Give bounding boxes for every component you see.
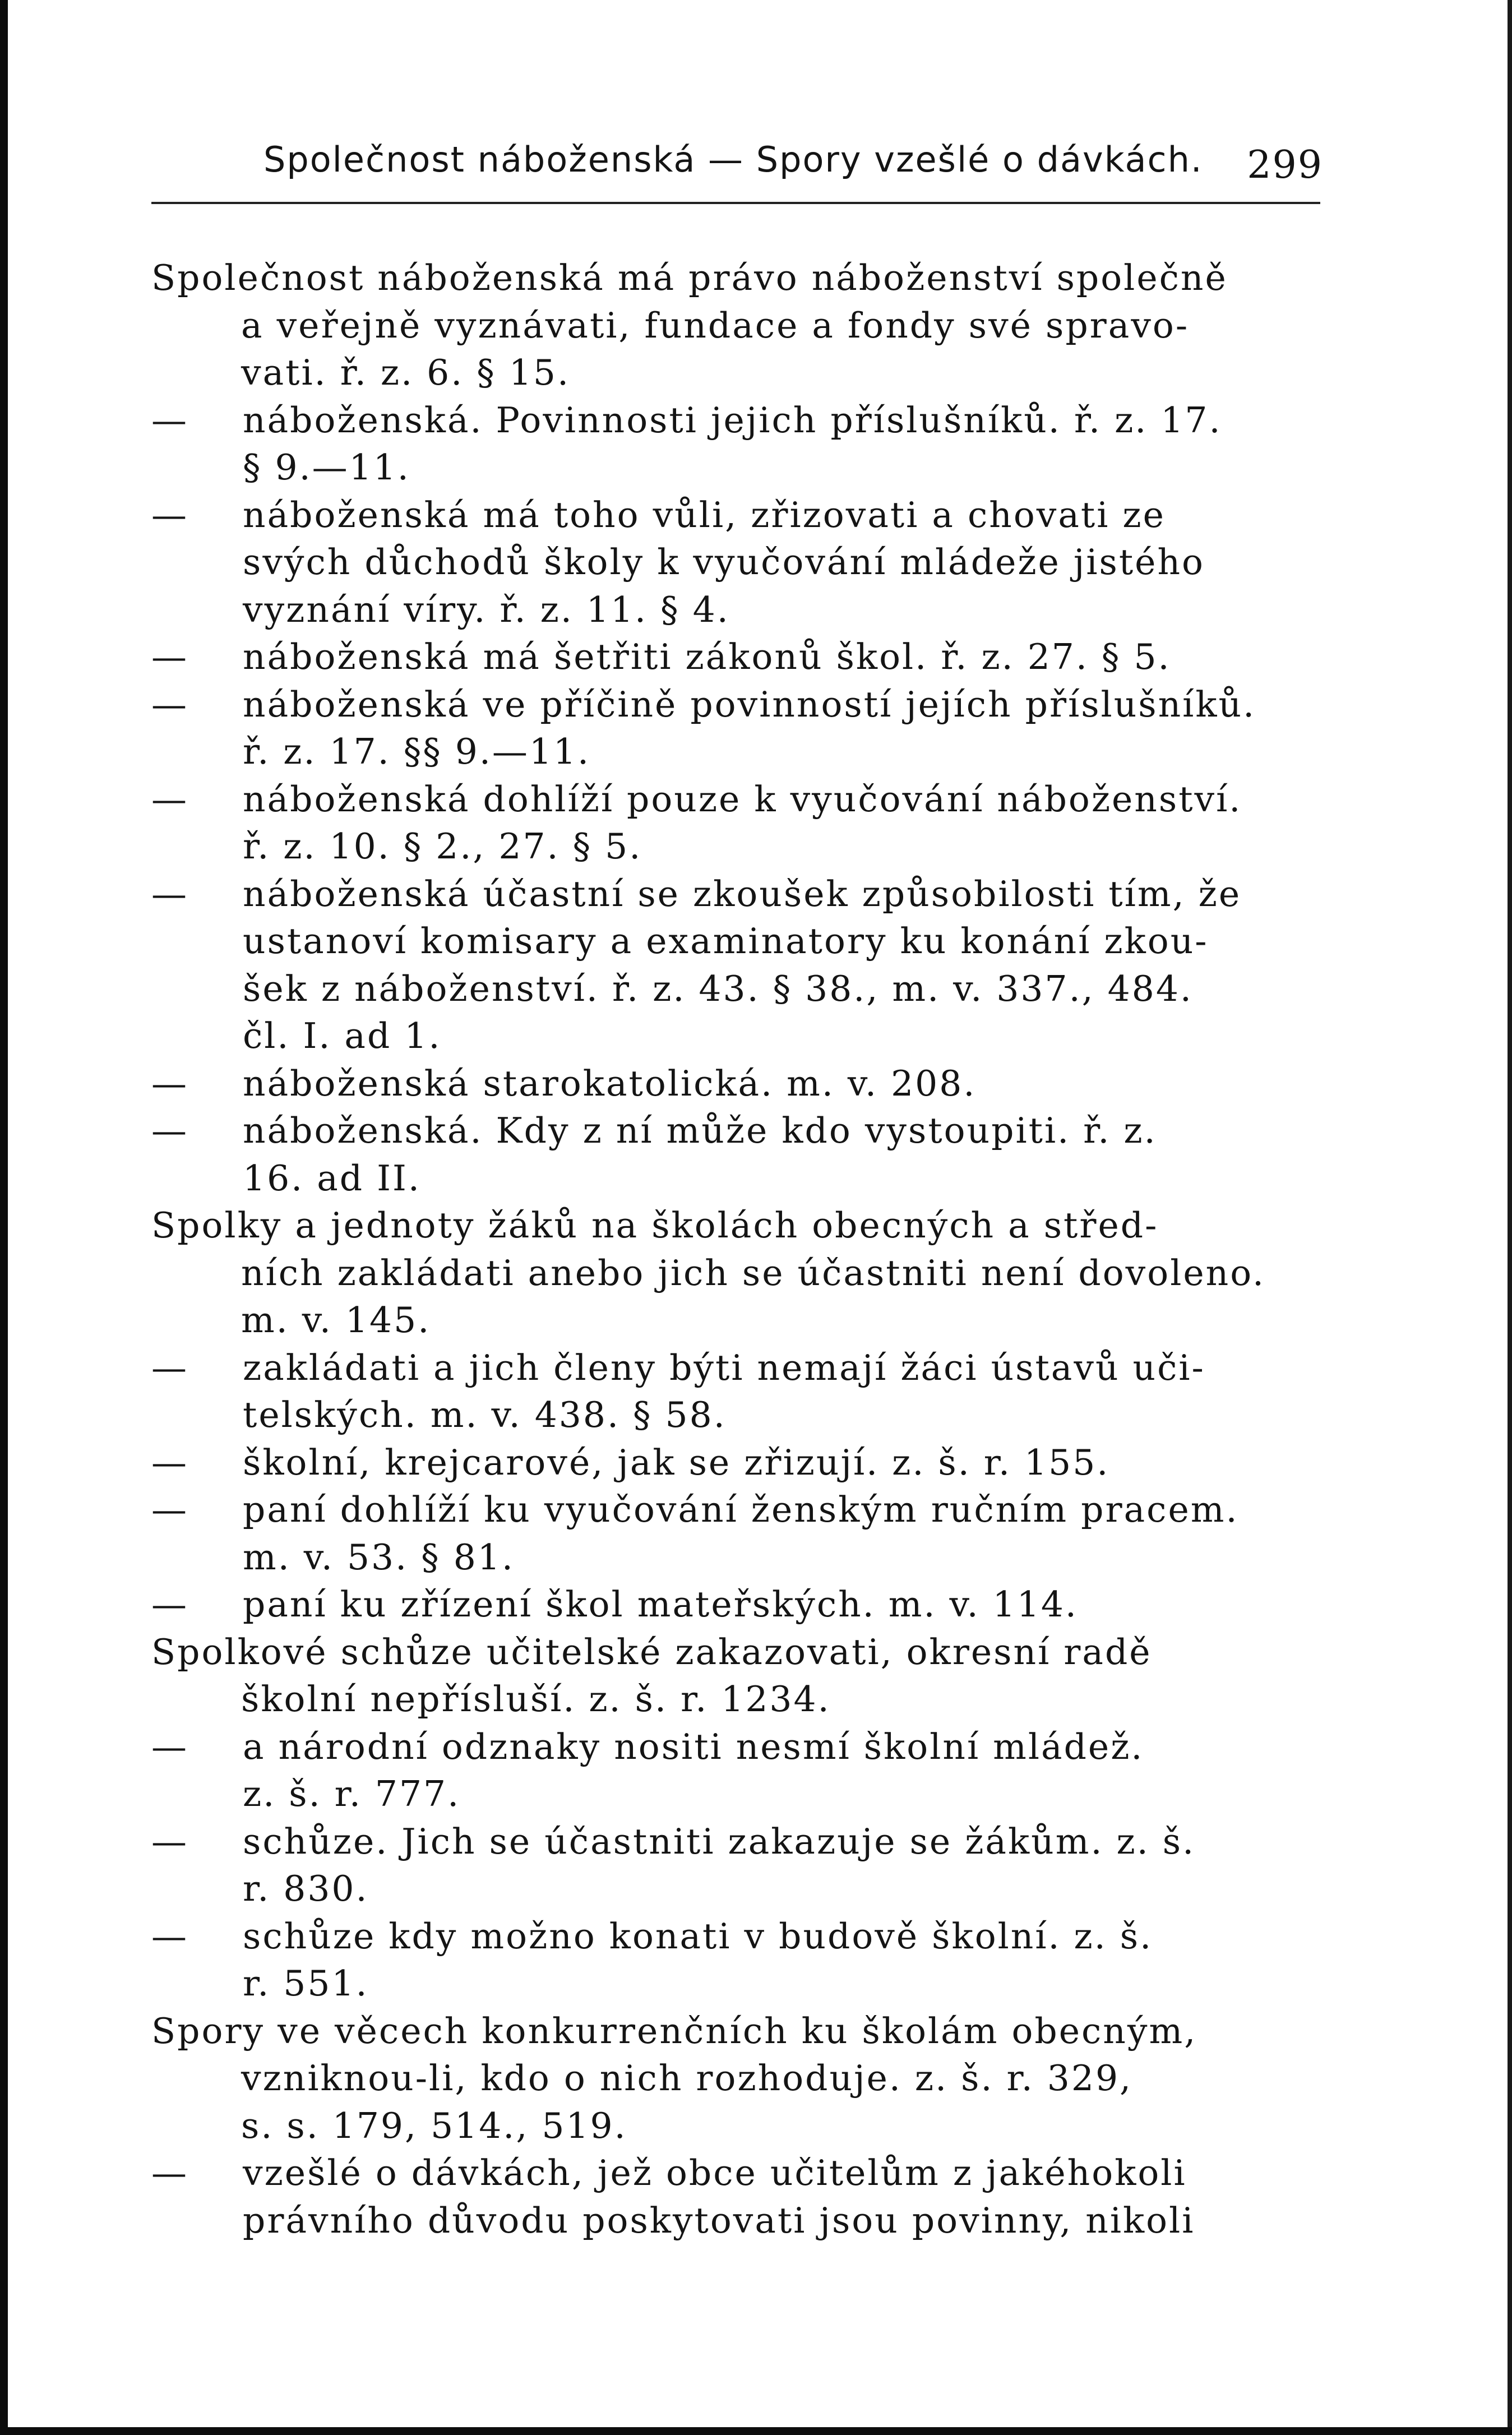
entry-dash: —: [151, 1347, 188, 1388]
running-title: Společnost náboženská — Spory vzešlé o dávkách.: [263, 139, 1203, 180]
entry-text: náboženská starokatolická. m. v. 208.: [243, 1062, 977, 1104]
index-entry-sub: [151, 397, 1323, 492]
entry-dash: —: [151, 2152, 188, 2193]
entry-text: školní, krejcarové, jak se zřizují. z. š. r. 155.: [243, 1441, 1110, 1483]
scan-border-left: [0, 0, 8, 2435]
entry-dash: —: [151, 1726, 188, 1767]
entry-text: schůze kdy možno konati v budově školní. z. š. r. 551.: [243, 1915, 1153, 2004]
book-page: [151, 135, 1323, 2244]
entry-text: a národní odznaky nositi nesmí školní mládež. z. š. r. 777.: [243, 1726, 1144, 1814]
index-entry-sub: [151, 681, 1323, 776]
index-entry-sub: [151, 1060, 1323, 1108]
index-entry-head: [151, 2008, 1323, 2150]
entry-text: vzešlé o dávkách, jež obce učitelům z jakéhokoli právního důvodu poskytovati jsou povinny, nikoli: [243, 2152, 1195, 2241]
scan-border-right: [1508, 0, 1512, 2435]
index-entry-sub: [151, 634, 1323, 681]
entry-dash: —: [151, 1915, 188, 1957]
index-entry-sub: [151, 1344, 1323, 1439]
entry-dash: —: [151, 1821, 188, 1862]
index-entry-sub: [151, 1818, 1323, 1913]
index-entries: [151, 255, 1323, 2244]
index-entry-sub: [151, 1107, 1323, 1202]
header-rule: [151, 202, 1320, 204]
page-number: 299: [1247, 143, 1323, 187]
entry-dash: —: [151, 636, 188, 677]
entry-text: Společnost náboženská má právo náboženství společně a veřejně vyznávati, fundace a fondy své spravo- vati. ř. z. 6. § 15.: [151, 257, 1228, 393]
entry-text: náboženská. Povinnosti jejich příslušníků. ř. z. 17. § 9.—11.: [243, 399, 1222, 488]
entry-text: Spory ve věcech konkurrenčních ku školám obecným, vzniknou-li, kdo o nich rozhoduje. z. š. r. 329, s. s. 179, 514., 519.: [151, 2010, 1197, 2146]
entry-text: náboženská ve příčině povinností jejích příslušníků. ř. z. 17. §§ 9.—11.: [243, 683, 1256, 772]
entry-text: Spolkové schůze učitelské zakazovati, okresní radě školní nepřísluší. z. š. r. 1234.: [151, 1631, 1152, 1720]
index-entry-sub: [151, 776, 1323, 871]
index-entry-sub: [151, 1486, 1323, 1581]
entry-text: schůze. Jich se účastniti zakazuje se žákům. z. š. r. 830.: [243, 1821, 1196, 1909]
index-entry-sub: [151, 871, 1323, 1060]
entry-dash: —: [151, 1110, 188, 1151]
index-entry-head: [151, 255, 1323, 397]
index-entry-sub: [151, 1913, 1323, 2008]
index-entry-head: [151, 1629, 1323, 1724]
entry-dash: —: [151, 778, 188, 820]
entry-dash: —: [151, 1441, 188, 1483]
entry-text: náboženská má toho vůli, zřizovati a chovati ze svých důchodů školy k vyučování mládeže jistého vyznání víry. ř. z. 11. § 4.: [243, 494, 1205, 630]
entry-dash: —: [151, 1489, 188, 1530]
entry-text: náboženská účastní se zkoušek způsobilosti tím, že ustanoví komisary a examinatory ku konání zkou- šek z náboženství. ř. z. 43. § 38., m. v. 337., 484. čl. I. ad 1.: [243, 873, 1242, 1056]
entry-dash: —: [151, 399, 188, 441]
entry-text: náboženská má šetřiti zákonů škol. ř. z. 27. § 5.: [243, 636, 1171, 677]
index-entry-sub: [151, 492, 1323, 634]
entry-text: náboženská dohlíží pouze k vyučování náboženství. ř. z. 10. § 2., 27. § 5.: [243, 778, 1242, 867]
entry-text: náboženská. Kdy z ní může kdo vystoupiti. ř. z. 16. ad II.: [243, 1110, 1157, 1199]
entry-text: Spolky a jednoty žáků na školách obecných a střed- ních zakládati anebo jich se účastniti není dovoleno. m. v. 145.: [151, 1205, 1266, 1341]
running-header: [151, 135, 1323, 185]
index-entry-sub: [151, 1724, 1323, 1818]
entry-dash: —: [151, 494, 188, 535]
entry-text: zakládati a jich členy býti nemají žáci ústavů uči- telských. m. v. 438. § 58.: [243, 1347, 1205, 1435]
index-entry-head: [151, 1202, 1323, 1344]
entry-dash: —: [151, 683, 188, 725]
entry-dash: —: [151, 1584, 188, 1625]
entry-dash: —: [151, 873, 188, 914]
scan-border-bottom: [0, 2427, 1512, 2435]
index-entry-sub: [151, 2150, 1323, 2244]
entry-text: paní ku zřízení škol mateřských. m. v. 114.: [243, 1584, 1078, 1625]
index-entry-sub: [151, 1581, 1323, 1629]
entry-dash: —: [151, 1062, 188, 1104]
index-entry-sub: [151, 1439, 1323, 1487]
entry-text: paní dohlíží ku vyučování ženským ručním pracem. m. v. 53. § 81.: [243, 1489, 1239, 1578]
